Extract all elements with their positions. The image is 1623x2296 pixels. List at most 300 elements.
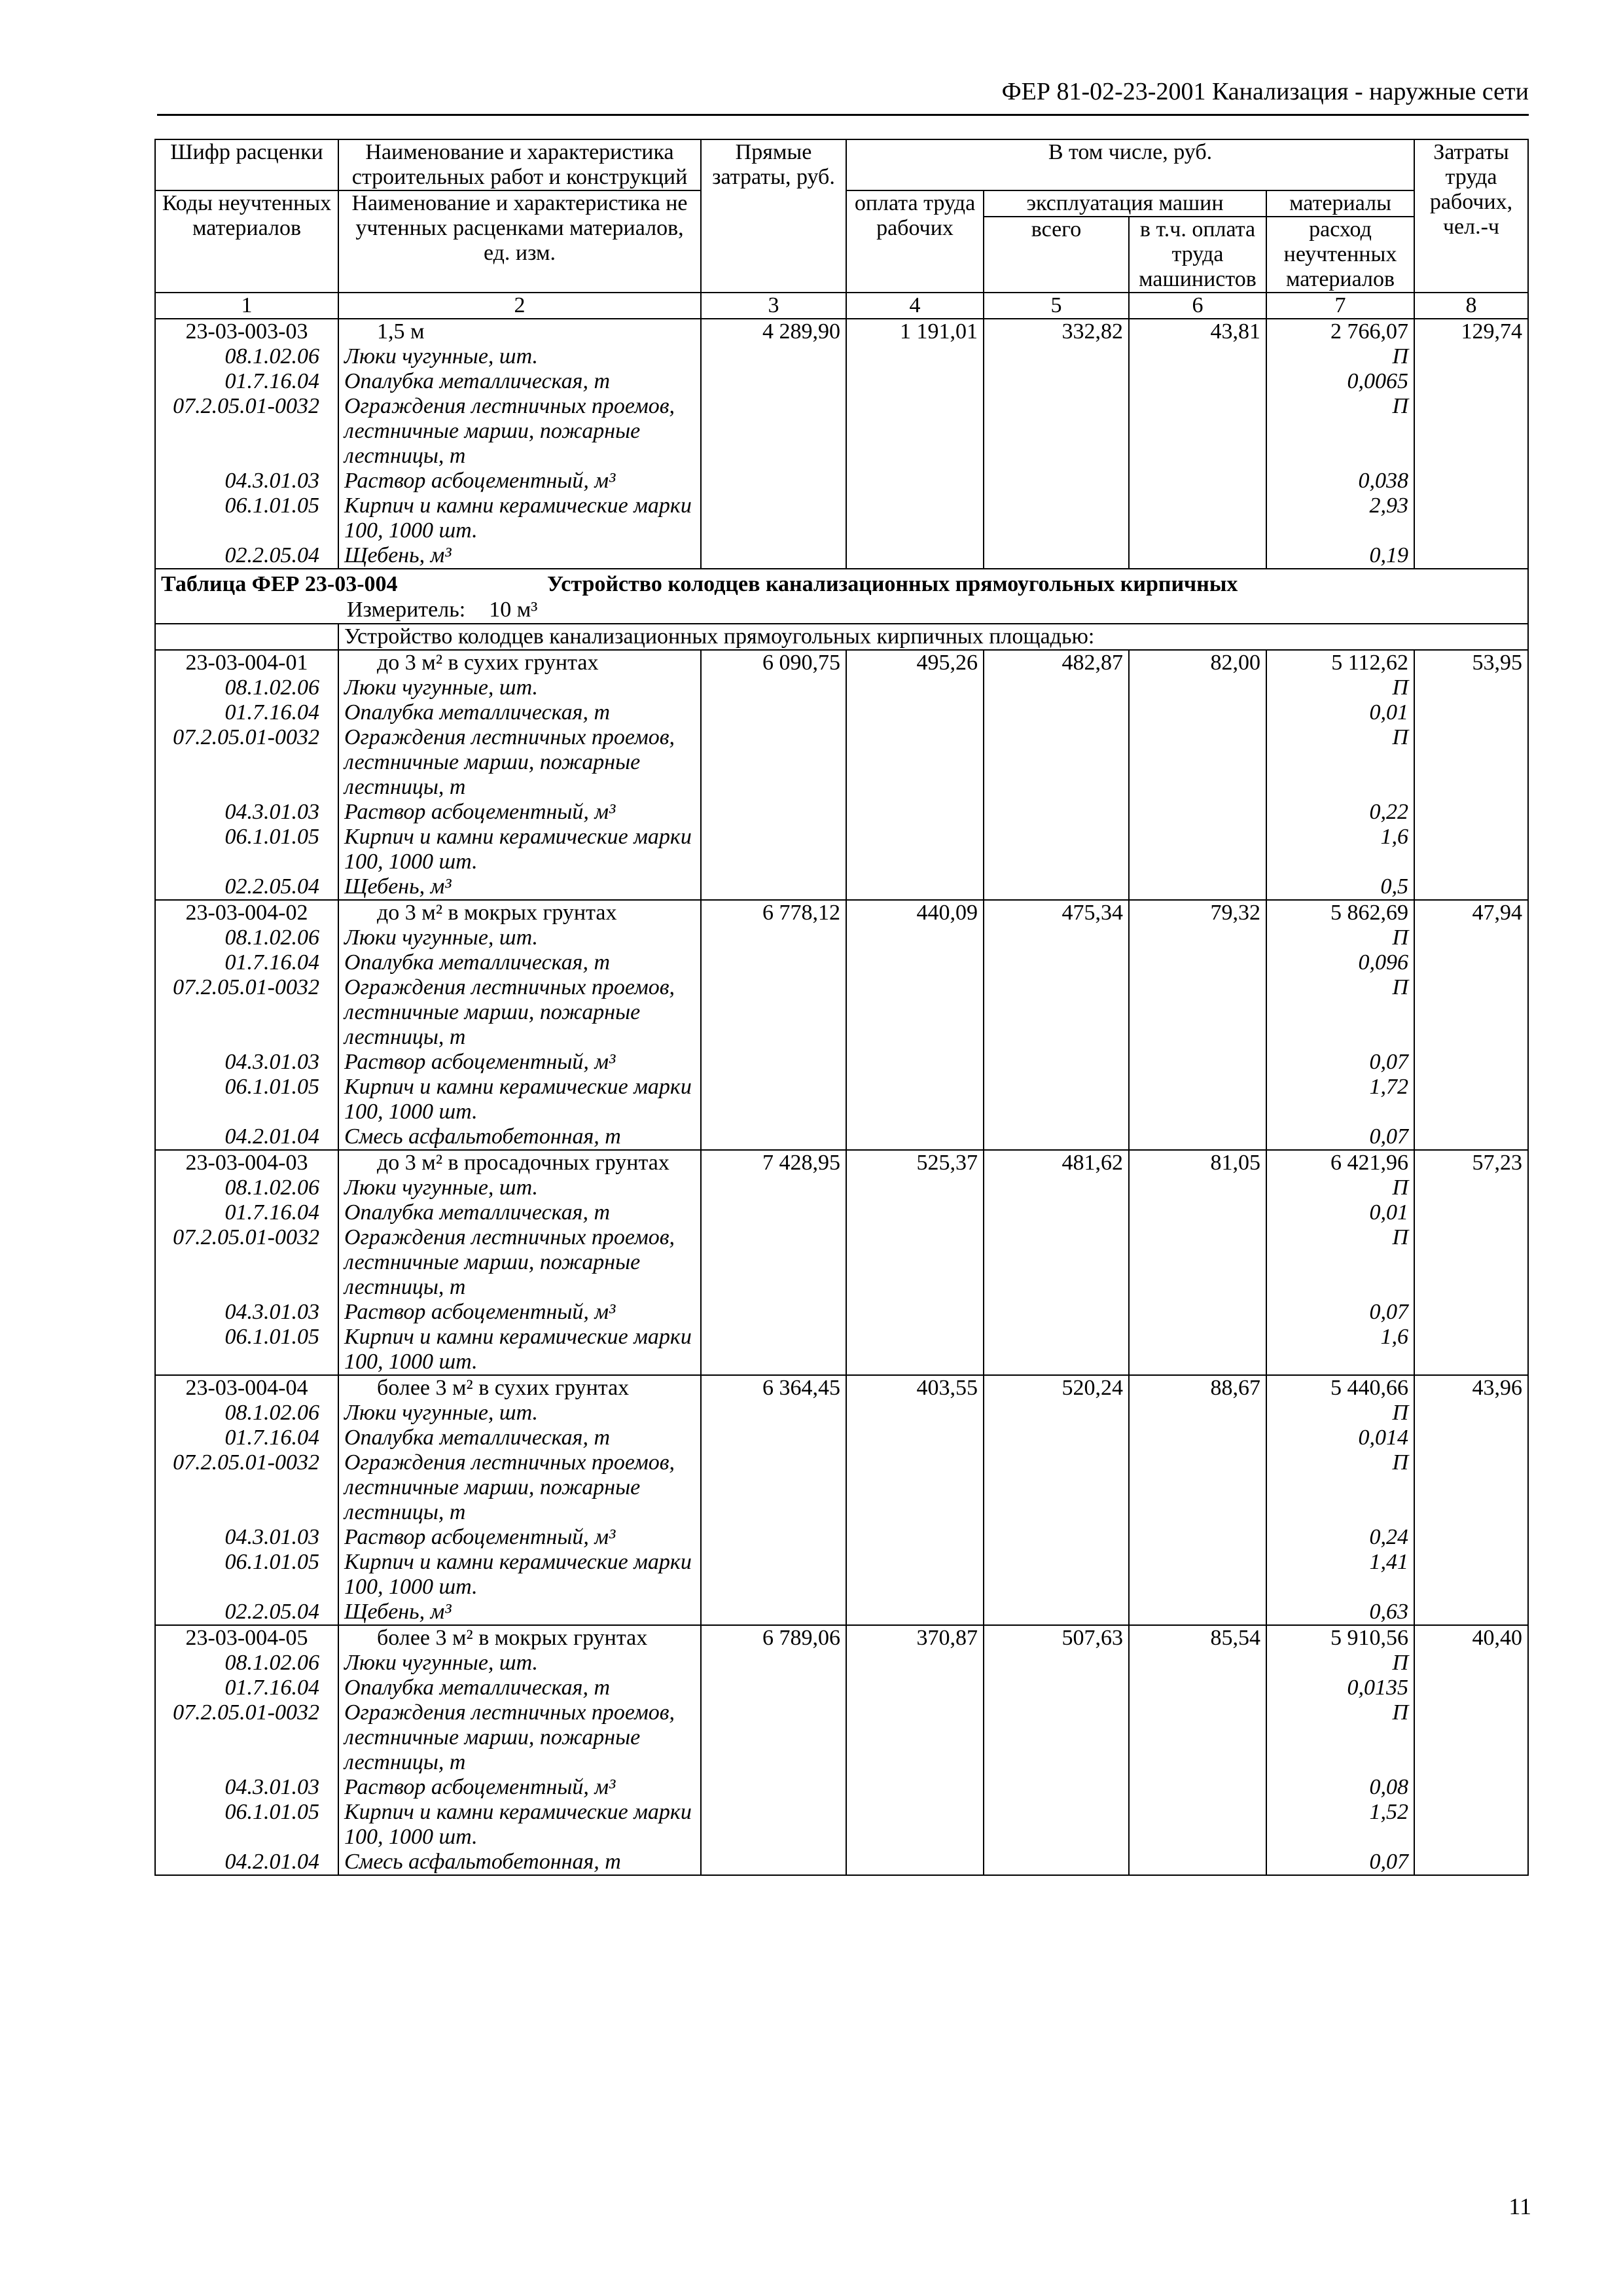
material-quantity: 1,6 bbox=[1266, 1325, 1414, 1375]
rate-code: 23-03-004-01 bbox=[155, 650, 338, 675]
material-name: Опалубка металлическая, т bbox=[338, 950, 701, 975]
material-quantity: П bbox=[1266, 1401, 1414, 1426]
empty-cell bbox=[701, 1124, 846, 1150]
empty-cell bbox=[1414, 800, 1528, 825]
table-title bbox=[155, 569, 1528, 624]
rate-name: более 3 м² в мокрых грунтах bbox=[338, 1625, 701, 1651]
column-number: 2 bbox=[338, 293, 701, 319]
material-row bbox=[155, 1200, 1528, 1225]
empty-cell bbox=[846, 874, 984, 900]
material-quantity: 0,07 bbox=[1266, 1050, 1414, 1075]
empty-cell bbox=[1129, 1426, 1266, 1450]
machine-cost: 507,63 bbox=[984, 1625, 1129, 1651]
labor-pay: 495,26 bbox=[846, 650, 984, 675]
material-row bbox=[155, 1401, 1528, 1426]
labor-pay: 370,87 bbox=[846, 1625, 984, 1651]
material-name: Люки чугунные, шт. bbox=[338, 675, 701, 700]
column-number: 4 bbox=[846, 293, 984, 319]
empty-cell bbox=[984, 1401, 1129, 1426]
empty-cell bbox=[846, 493, 984, 543]
material-cost: 2 766,07 bbox=[1266, 319, 1414, 344]
empty-cell bbox=[846, 675, 984, 700]
material-code: 08.1.02.06 bbox=[155, 1401, 338, 1426]
empty-cell bbox=[1129, 1050, 1266, 1075]
empty-cell bbox=[1414, 1676, 1528, 1700]
material-code: 01.7.16.04 bbox=[155, 950, 338, 975]
labor-pay: 1 191,01 bbox=[846, 319, 984, 344]
empty-cell bbox=[701, 725, 846, 800]
material-quantity: 1,72 bbox=[1266, 1075, 1414, 1124]
labor-pay: 440,09 bbox=[846, 900, 984, 925]
empty-cell bbox=[701, 700, 846, 725]
material-row bbox=[155, 1651, 1528, 1676]
empty-cell bbox=[984, 675, 1129, 700]
material-code: 06.1.01.05 bbox=[155, 825, 338, 874]
material-quantity: П bbox=[1266, 975, 1414, 1050]
material-name: Ограждения лестничных проемов, лестничные марши, пожарные лестницы, т bbox=[338, 975, 701, 1050]
material-quantity: 2,93 bbox=[1266, 493, 1414, 543]
empty-cell bbox=[1414, 1651, 1528, 1676]
empty-cell bbox=[1129, 725, 1266, 800]
material-quantity: 0,24 bbox=[1266, 1525, 1414, 1550]
empty-cell bbox=[1414, 543, 1528, 569]
empty-cell bbox=[701, 1450, 846, 1525]
material-row bbox=[155, 925, 1528, 950]
empty-cell bbox=[1129, 1325, 1266, 1375]
rates-table bbox=[154, 139, 1529, 1876]
empty-cell bbox=[846, 1525, 984, 1550]
empty-cell bbox=[1129, 1651, 1266, 1676]
material-quantity: 0,07 bbox=[1266, 1300, 1414, 1325]
material-code: 08.1.02.06 bbox=[155, 1175, 338, 1200]
material-code: 01.7.16.04 bbox=[155, 369, 338, 394]
material-row bbox=[155, 825, 1528, 874]
empty-cell bbox=[1414, 1124, 1528, 1150]
empty-cell bbox=[984, 1676, 1129, 1700]
header-row-1 bbox=[155, 139, 1528, 190]
material-row bbox=[155, 543, 1528, 569]
material-row bbox=[155, 1300, 1528, 1325]
empty-cell bbox=[1414, 1775, 1528, 1800]
material-quantity: 0,01 bbox=[1266, 1200, 1414, 1225]
direct-cost: 6 090,75 bbox=[701, 650, 846, 675]
empty-cell bbox=[846, 950, 984, 975]
material-name: Щебень, м³ bbox=[338, 543, 701, 569]
empty-cell bbox=[701, 800, 846, 825]
empty-cell bbox=[1129, 1676, 1266, 1700]
group-title: Устройство колодцев канализационных прямоугольных кирпичных площадью: bbox=[338, 624, 1528, 650]
machine-labor-pay: 88,67 bbox=[1129, 1375, 1266, 1401]
empty-cell bbox=[846, 925, 984, 950]
material-name: Люки чугунные, шт. bbox=[338, 925, 701, 950]
material-name: Раствор асбоцементный, м³ bbox=[338, 1300, 701, 1325]
material-code: 01.7.16.04 bbox=[155, 1676, 338, 1700]
empty-cell bbox=[1129, 825, 1266, 874]
material-name: Люки чугунные, шт. bbox=[338, 344, 701, 369]
material-quantity: 0,22 bbox=[1266, 800, 1414, 825]
empty-cell bbox=[1414, 1175, 1528, 1200]
labor-hours: 53,95 bbox=[1414, 650, 1528, 675]
material-quantity: П bbox=[1266, 725, 1414, 800]
material-row bbox=[155, 1325, 1528, 1375]
material-quantity: П bbox=[1266, 1225, 1414, 1300]
material-code: 01.7.16.04 bbox=[155, 1200, 338, 1225]
empty-cell bbox=[984, 1075, 1129, 1124]
empty-cell bbox=[701, 394, 846, 469]
empty-cell bbox=[1414, 675, 1528, 700]
material-quantity: 1,52 bbox=[1266, 1800, 1414, 1850]
empty-cell bbox=[701, 675, 846, 700]
empty-cell bbox=[701, 925, 846, 950]
col-code-bottom: Коды неучтенных материалов bbox=[155, 190, 338, 293]
rate-row bbox=[155, 1150, 1528, 1175]
empty-cell bbox=[1129, 950, 1266, 975]
labor-hours: 57,23 bbox=[1414, 1150, 1528, 1175]
empty-cell bbox=[701, 1300, 846, 1325]
material-code: 06.1.01.05 bbox=[155, 1800, 338, 1850]
empty-cell bbox=[846, 1550, 984, 1600]
material-row bbox=[155, 1800, 1528, 1850]
empty-cell bbox=[701, 874, 846, 900]
labor-hours: 47,94 bbox=[1414, 900, 1528, 925]
empty-cell bbox=[846, 369, 984, 394]
material-name: Смесь асфальтобетонная, т bbox=[338, 1124, 701, 1150]
col-labor-pay: оплата труда рабочих bbox=[846, 190, 984, 293]
empty-cell bbox=[984, 1300, 1129, 1325]
material-code: 08.1.02.06 bbox=[155, 925, 338, 950]
empty-cell bbox=[1414, 1225, 1528, 1300]
material-row bbox=[155, 1175, 1528, 1200]
labor-hours: 43,96 bbox=[1414, 1375, 1528, 1401]
table-title-text: Устройство колодцев канализационных прямоугольных кирпичных bbox=[547, 572, 1238, 596]
empty-cell bbox=[701, 1401, 846, 1426]
empty-cell bbox=[984, 344, 1129, 369]
column-number: 7 bbox=[1266, 293, 1414, 319]
empty-cell bbox=[1129, 493, 1266, 543]
material-code: 04.3.01.03 bbox=[155, 1525, 338, 1550]
material-row bbox=[155, 344, 1528, 369]
material-quantity: П bbox=[1266, 1700, 1414, 1775]
material-quantity: 0,0135 bbox=[1266, 1676, 1414, 1700]
material-name: Кирпич и камни керамические марки 100, 1000 шт. bbox=[338, 1325, 701, 1375]
material-name: Раствор асбоцементный, м³ bbox=[338, 1525, 701, 1550]
group-empty bbox=[155, 624, 338, 650]
material-quantity: 0,5 bbox=[1266, 874, 1414, 900]
material-row bbox=[155, 700, 1528, 725]
empty-cell bbox=[1414, 1426, 1528, 1450]
meter-value: 10 м³ bbox=[489, 598, 538, 622]
material-row bbox=[155, 1050, 1528, 1075]
material-row bbox=[155, 800, 1528, 825]
material-quantity: 0,08 bbox=[1266, 1775, 1414, 1800]
material-row bbox=[155, 1550, 1528, 1600]
machine-cost: 482,87 bbox=[984, 650, 1129, 675]
rate-row bbox=[155, 650, 1528, 675]
col-machines: эксплуатация машин bbox=[984, 190, 1266, 217]
material-name: Опалубка металлическая, т bbox=[338, 1426, 701, 1450]
empty-cell bbox=[701, 1700, 846, 1775]
material-quantity: П bbox=[1266, 925, 1414, 950]
empty-cell bbox=[701, 1676, 846, 1700]
material-row bbox=[155, 950, 1528, 975]
material-row bbox=[155, 1600, 1528, 1625]
material-quantity: 0,096 bbox=[1266, 950, 1414, 975]
empty-cell bbox=[1414, 493, 1528, 543]
material-row bbox=[155, 369, 1528, 394]
empty-cell bbox=[846, 975, 984, 1050]
empty-cell bbox=[846, 344, 984, 369]
material-code: 06.1.01.05 bbox=[155, 1075, 338, 1124]
empty-cell bbox=[1129, 1200, 1266, 1225]
material-quantity: 0,07 bbox=[1266, 1124, 1414, 1150]
material-code: 04.2.01.04 bbox=[155, 1850, 338, 1875]
machine-cost: 520,24 bbox=[984, 1375, 1129, 1401]
empty-cell bbox=[846, 1651, 984, 1676]
empty-cell bbox=[701, 1550, 846, 1600]
empty-cell bbox=[1129, 1775, 1266, 1800]
material-name: Раствор асбоцементный, м³ bbox=[338, 1775, 701, 1800]
empty-cell bbox=[1129, 394, 1266, 469]
material-code: 06.1.01.05 bbox=[155, 1325, 338, 1375]
empty-cell bbox=[984, 975, 1129, 1050]
material-code: 04.3.01.03 bbox=[155, 800, 338, 825]
material-name: Люки чугунные, шт. bbox=[338, 1401, 701, 1426]
material-name: Опалубка металлическая, т bbox=[338, 1676, 701, 1700]
empty-cell bbox=[984, 1700, 1129, 1775]
empty-cell bbox=[846, 1700, 984, 1775]
material-name: Кирпич и камни керамические марки 100, 1000 шт. bbox=[338, 1800, 701, 1850]
material-row bbox=[155, 725, 1528, 800]
empty-cell bbox=[846, 700, 984, 725]
material-name: Кирпич и камни керамические марки 100, 1000 шт. bbox=[338, 1550, 701, 1600]
empty-cell bbox=[984, 1050, 1129, 1075]
material-row bbox=[155, 1225, 1528, 1300]
material-code: 01.7.16.04 bbox=[155, 1426, 338, 1450]
empty-cell bbox=[1129, 874, 1266, 900]
material-name: Опалубка металлическая, т bbox=[338, 1200, 701, 1225]
material-code: 06.1.01.05 bbox=[155, 1550, 338, 1600]
empty-cell bbox=[701, 1075, 846, 1124]
empty-cell bbox=[984, 825, 1129, 874]
material-code: 04.3.01.03 bbox=[155, 1775, 338, 1800]
direct-cost: 6 778,12 bbox=[701, 900, 846, 925]
empty-cell bbox=[1129, 1550, 1266, 1600]
empty-cell bbox=[984, 950, 1129, 975]
rate-name: 1,5 м bbox=[338, 319, 701, 344]
empty-cell bbox=[701, 469, 846, 493]
rate-row bbox=[155, 1375, 1528, 1401]
rate-name: до 3 м² в мокрых грунтах bbox=[338, 900, 701, 925]
empty-cell bbox=[1129, 469, 1266, 493]
material-name: Смесь асфальтобетонная, т bbox=[338, 1850, 701, 1875]
empty-cell bbox=[984, 1426, 1129, 1450]
empty-cell bbox=[701, 1651, 846, 1676]
rate-name: более 3 м² в сухих грунтах bbox=[338, 1375, 701, 1401]
empty-cell bbox=[1414, 1050, 1528, 1075]
machine-labor-pay: 81,05 bbox=[1129, 1150, 1266, 1175]
empty-cell bbox=[701, 344, 846, 369]
empty-cell bbox=[1129, 1850, 1266, 1875]
empty-cell bbox=[1129, 1300, 1266, 1325]
material-cost: 6 421,96 bbox=[1266, 1150, 1414, 1175]
table-title-code: Таблица ФЕР 23-03-004 bbox=[161, 572, 398, 596]
empty-cell bbox=[846, 1450, 984, 1525]
material-name: Ограждения лестничных проемов, лестничные марши, пожарные лестницы, т bbox=[338, 725, 701, 800]
material-row bbox=[155, 1075, 1528, 1124]
empty-cell bbox=[1129, 1124, 1266, 1150]
material-row bbox=[155, 1525, 1528, 1550]
meter-label: Измеритель: bbox=[347, 598, 466, 622]
machine-labor-pay: 43,81 bbox=[1129, 319, 1266, 344]
rate-code: 23-03-004-04 bbox=[155, 1375, 338, 1401]
empty-cell bbox=[1129, 344, 1266, 369]
empty-cell bbox=[984, 700, 1129, 725]
empty-cell bbox=[984, 874, 1129, 900]
empty-cell bbox=[1414, 975, 1528, 1050]
material-row bbox=[155, 1124, 1528, 1150]
empty-cell bbox=[984, 1800, 1129, 1850]
material-name: Кирпич и камни керамические марки 100, 1000 шт. bbox=[338, 825, 701, 874]
material-name: Ограждения лестничных проемов, лестничные марши, пожарные лестницы, т bbox=[338, 1225, 701, 1300]
direct-cost: 6 364,45 bbox=[701, 1375, 846, 1401]
material-name: Опалубка металлическая, т bbox=[338, 369, 701, 394]
empty-cell bbox=[701, 1426, 846, 1450]
material-code: 02.2.05.04 bbox=[155, 543, 338, 569]
machine-labor-pay: 85,54 bbox=[1129, 1625, 1266, 1651]
empty-cell bbox=[701, 975, 846, 1050]
empty-cell bbox=[701, 543, 846, 569]
empty-cell bbox=[701, 1200, 846, 1225]
machine-cost: 332,82 bbox=[984, 319, 1129, 344]
empty-cell bbox=[701, 825, 846, 874]
column-number: 6 bbox=[1129, 293, 1266, 319]
rate-code: 23-03-004-05 bbox=[155, 1625, 338, 1651]
empty-cell bbox=[984, 1325, 1129, 1375]
empty-cell bbox=[984, 725, 1129, 800]
col-direct: Прямые затраты, руб. bbox=[701, 139, 846, 293]
col-materials-use: расход неучтенных материалов bbox=[1266, 217, 1414, 293]
material-code: 08.1.02.06 bbox=[155, 1651, 338, 1676]
empty-cell bbox=[984, 469, 1129, 493]
empty-cell bbox=[846, 1850, 984, 1875]
empty-cell bbox=[1414, 725, 1528, 800]
material-name: Опалубка металлическая, т bbox=[338, 700, 701, 725]
material-code: 06.1.01.05 bbox=[155, 493, 338, 543]
material-name: Люки чугунные, шт. bbox=[338, 1651, 701, 1676]
material-code: 04.3.01.03 bbox=[155, 1300, 338, 1325]
empty-cell bbox=[1129, 800, 1266, 825]
empty-cell bbox=[984, 1600, 1129, 1625]
empty-cell bbox=[984, 543, 1129, 569]
empty-cell bbox=[1129, 1800, 1266, 1850]
rate-name: до 3 м² в сухих грунтах bbox=[338, 650, 701, 675]
empty-cell bbox=[701, 1850, 846, 1875]
empty-cell bbox=[701, 1775, 846, 1800]
empty-cell bbox=[1129, 1075, 1266, 1124]
material-quantity: 1,41 bbox=[1266, 1550, 1414, 1600]
machine-labor-pay: 79,32 bbox=[1129, 900, 1266, 925]
empty-cell bbox=[984, 1525, 1129, 1550]
column-number: 3 bbox=[701, 293, 846, 319]
material-row bbox=[155, 1676, 1528, 1700]
empty-cell bbox=[846, 1325, 984, 1375]
empty-cell bbox=[701, 1050, 846, 1075]
col-name-top: Наименование и характеристика строительных работ и конструкций bbox=[338, 139, 701, 190]
empty-cell bbox=[1414, 344, 1528, 369]
empty-cell bbox=[1129, 543, 1266, 569]
empty-cell bbox=[984, 1175, 1129, 1200]
rate-row bbox=[155, 319, 1528, 344]
material-code: 08.1.02.06 bbox=[155, 344, 338, 369]
direct-cost: 7 428,95 bbox=[701, 1150, 846, 1175]
material-quantity: 0,01 bbox=[1266, 700, 1414, 725]
material-quantity: П bbox=[1266, 1175, 1414, 1200]
column-number: 8 bbox=[1414, 293, 1528, 319]
column-number: 1 bbox=[155, 293, 338, 319]
empty-cell bbox=[701, 1225, 846, 1300]
empty-cell bbox=[701, 1175, 846, 1200]
empty-cell bbox=[846, 1124, 984, 1150]
material-code: 07.2.05.01-0032 bbox=[155, 1450, 338, 1525]
empty-cell bbox=[846, 1200, 984, 1225]
material-code: 08.1.02.06 bbox=[155, 675, 338, 700]
material-row bbox=[155, 394, 1528, 469]
empty-cell bbox=[701, 950, 846, 975]
material-quantity: П bbox=[1266, 675, 1414, 700]
empty-cell bbox=[1129, 1450, 1266, 1525]
empty-cell bbox=[984, 1124, 1129, 1150]
rate-code: 23-03-004-02 bbox=[155, 900, 338, 925]
material-quantity: П bbox=[1266, 1651, 1414, 1676]
material-row bbox=[155, 469, 1528, 493]
machine-cost: 481,62 bbox=[984, 1150, 1129, 1175]
material-code: 02.2.05.04 bbox=[155, 1600, 338, 1625]
empty-cell bbox=[984, 1651, 1129, 1676]
empty-cell bbox=[1129, 975, 1266, 1050]
empty-cell bbox=[846, 394, 984, 469]
material-cost: 5 440,66 bbox=[1266, 1375, 1414, 1401]
empty-cell bbox=[846, 825, 984, 874]
empty-cell bbox=[701, 1800, 846, 1850]
empty-cell bbox=[1414, 1300, 1528, 1325]
empty-cell bbox=[1414, 394, 1528, 469]
rate-row bbox=[155, 1625, 1528, 1651]
empty-cell bbox=[846, 1225, 984, 1300]
material-row bbox=[155, 1426, 1528, 1450]
empty-cell bbox=[984, 1200, 1129, 1225]
material-quantity: П bbox=[1266, 1450, 1414, 1525]
column-numbers-row bbox=[155, 293, 1528, 319]
empty-cell bbox=[701, 1525, 846, 1550]
empty-cell bbox=[846, 1075, 984, 1124]
table-title-row bbox=[155, 569, 1528, 624]
col-incl: В том числе, руб. bbox=[846, 139, 1414, 190]
rate-name: до 3 м² в просадочных грунтах bbox=[338, 1150, 701, 1175]
material-quantity: П bbox=[1266, 344, 1414, 369]
col-labor-cost: Затраты труда рабочих, чел.-ч bbox=[1414, 139, 1528, 293]
material-quantity: 0,038 bbox=[1266, 469, 1414, 493]
material-quantity: 1,6 bbox=[1266, 825, 1414, 874]
empty-cell bbox=[1129, 675, 1266, 700]
labor-hours: 40,40 bbox=[1414, 1625, 1528, 1651]
empty-cell bbox=[984, 493, 1129, 543]
material-cost: 5 910,56 bbox=[1266, 1625, 1414, 1651]
material-row bbox=[155, 1850, 1528, 1875]
empty-cell bbox=[1129, 1700, 1266, 1775]
material-row bbox=[155, 874, 1528, 900]
material-row bbox=[155, 1775, 1528, 1800]
machine-cost: 475,34 bbox=[984, 900, 1129, 925]
